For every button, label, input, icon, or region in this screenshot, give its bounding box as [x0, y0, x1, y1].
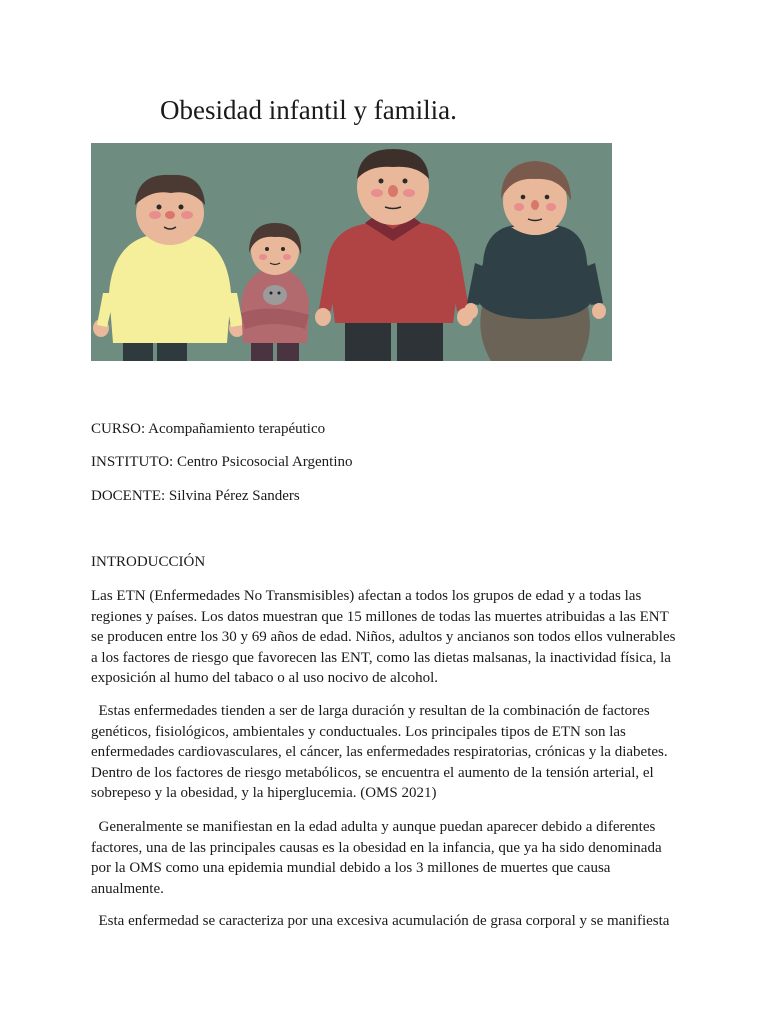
course-line: CURSO: Acompañamiento terapéutico: [91, 421, 326, 437]
paragraph-3: Generalmente se manifiestan en la edad adulta y aunque puedan aparecer debido a diferentes factores, una de las principales causas es la obesidad en la infancia, que ya ha sido denominada por la OMS como una epidemia mundial debido a los 3 millones de muertes que causa anualmente.: [91, 819, 666, 897]
paragraph-4: Esta enfermedad se caracteriza por una excesiva acumulación de grasa corporal y se manifiesta: [91, 913, 670, 929]
teacher-line: DOCENTE: Silvina Pérez Sanders: [91, 488, 300, 504]
family-illustration: [91, 143, 612, 361]
institute-line: INSTITUTO: Centro Psicosocial Argentino: [91, 454, 353, 470]
family-illustration-svg: [91, 143, 612, 361]
girl-figure: [241, 223, 309, 361]
intro-heading: INTRODUCCIÓN: [91, 554, 206, 570]
paragraph-2: Estas enfermedades tienden a ser de larga duración y resultan de la combinación de factores genéticos, fisiológicos, ambientales y conductuales. Los principales tipos de ETN son las enfermedades cardiovasculares, el cáncer, las enfermedades respiratorias, crónicas y la diabetes. Dentro de los factores de riesgo metabólicos, se encuentra el aumento de la tensión arterial, el sobrepeso y la obesidad, y la hiperglucemia. (OMS 2021): [91, 703, 672, 801]
document-title: Obesidad infantil y familia.: [160, 95, 457, 125]
paragraph-1: Las ETN (Enfermedades No Transmisibles) afectan a todos los grupos de edad y a todas las regiones y países. Los datos muestran que 15 millones de todas las muertes atribuidas a las ENT se producen entre los 30 y 69 años de edad. Niños, adultos y ancianos son todos ellos vulnerables a los factores de riesgo que favorecen las ENT, como las dietas malsanas, la inactividad física, la exposición al humo del tabaco o al uso nocivo de alcohol.: [91, 588, 676, 686]
